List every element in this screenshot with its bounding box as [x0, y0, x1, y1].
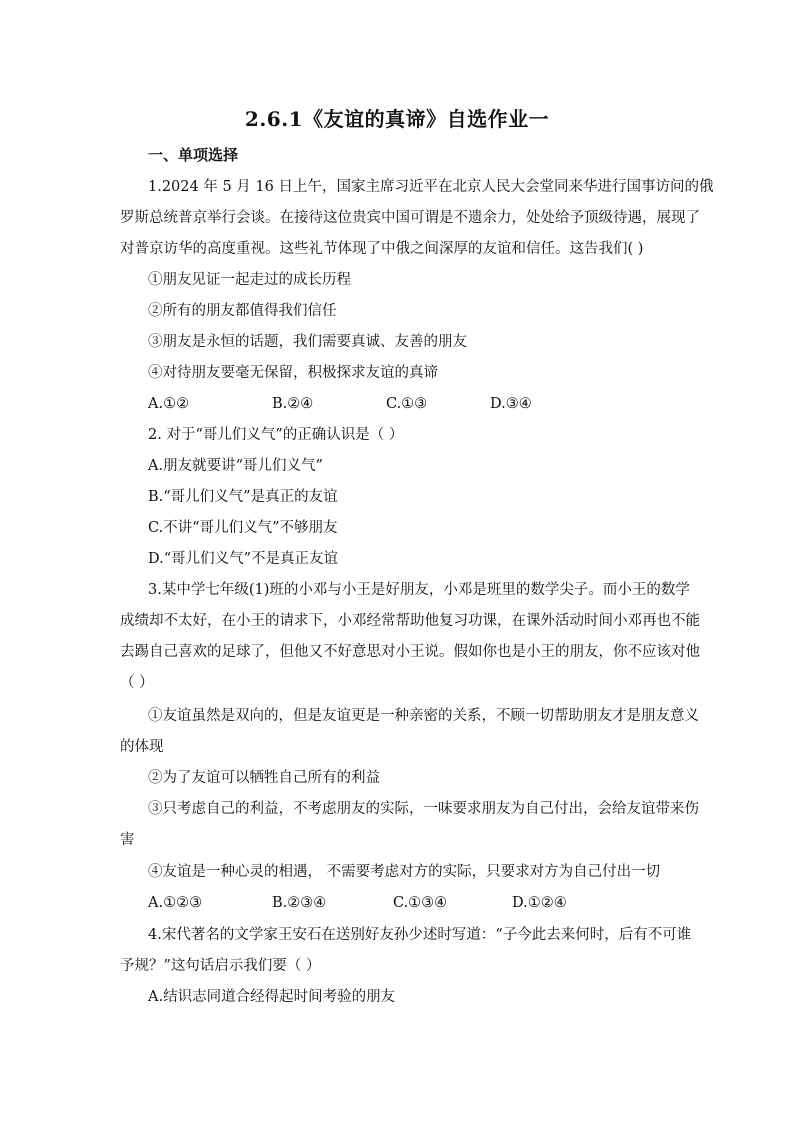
q3-stem-line-1: 3.某中学七年级(1)班的小邓与小王是好朋友，小邓是班里的数学尖子。而小王的数学 [148, 582, 690, 598]
q2-stem: 2. 对于“哥儿们义气”的正确认识是（ ） [148, 427, 404, 443]
q3-option-b: B.②③④ [272, 895, 327, 911]
q1-option-d: D.③④ [490, 396, 532, 412]
q3-item-1-line-1: ①友谊虽然是双向的，但是友谊更是一种亲密的关系，不顾一切帮助朋友才是朋友意义 [148, 708, 699, 724]
q3-stem-line-2: 成绩却不太好，在小王的请求下，小邓经常帮助他复习功课，在课外活动时间小邓再也不能 [120, 613, 700, 629]
q3-item-3-line-1: ③只考虑自己的利益，不考虑朋友的实际，一味要求朋友为自己付出，会给友谊带来伤 [148, 801, 699, 817]
q1-option-c: C.①③ [386, 396, 428, 412]
q3-option-d: D.①②④ [512, 895, 567, 911]
q1-option-a: A.①② [148, 396, 190, 412]
q3-item-3-line-2: 害 [120, 832, 135, 848]
q1-stem-line-3: 对普京访华的高度重视。这些礼节体现了中俄之间深厚的友谊和信任。这告我们( ) [120, 241, 644, 257]
q3-option-c: C.①③④ [393, 895, 448, 911]
q1-stem-line-2: 罗斯总统普京举行会谈。在接待这位贵宾中国可谓是不遗余力，处处给予顶级待遇，展现了 [120, 210, 700, 226]
q1-item-3: ③朋友是永恒的话题，我们需要真诚、友善的朋友 [148, 334, 467, 350]
q2-option-a: A.朋友就要讲“哥儿们义气” [148, 458, 323, 474]
page-title: 2.6.1《友谊的真谛》自选作业一 [244, 107, 550, 131]
q1-item-2: ②所有的朋友都值得我们信任 [148, 303, 337, 319]
q3-stem-line-3: 去踢自己喜欢的足球了，但他又不好意思对小王说。假如你也是小王的朋友，你不应该对他 [120, 644, 700, 660]
q3-option-a: A.①②③ [148, 895, 203, 911]
q3-stem-line-4: （ ） [120, 675, 154, 691]
q2-option-b: B.“哥儿们义气”是真正的友谊 [148, 489, 338, 505]
q1-item-4: ④对待朋友要毫无保留，积极探求友谊的真谛 [148, 365, 438, 381]
q3-item-4: ④友谊是一种心灵的相遇， 不需要考虑对方的实际，只要求对方为自己付出一切 [148, 864, 661, 880]
q1-stem-line-1: 1.2024 年 5 月 16 日上午，国家主席习近平在北京人民大会堂同来华进行国事访问的俄 [148, 179, 714, 195]
q1-item-1: ①朋友见证一起走过的成长历程 [148, 272, 351, 288]
q3-item-1-line-2: 的体现 [120, 739, 164, 755]
q4-stem-line-2: 予规？”这句话启示我们要（ ） [120, 958, 321, 974]
q4-option-a: A.结识志同道合经得起时间考验的朋友 [148, 989, 396, 1005]
q4-stem-line-1: 4.宋代著名的文学家王安石在送别好友孙少述时写道：“子今此去来何时，后有不可谁 [148, 927, 692, 943]
q3-item-2: ②为了友谊可以牺牲自己所有的利益 [148, 770, 380, 786]
q2-option-d: D.“哥儿们义气”不是真正友谊 [148, 551, 339, 567]
q2-option-c: C.不讲“哥儿们义气”不够朋友 [148, 520, 338, 536]
q1-option-b: B.②④ [272, 396, 314, 412]
section-heading: 一、单项选择 [148, 146, 239, 164]
